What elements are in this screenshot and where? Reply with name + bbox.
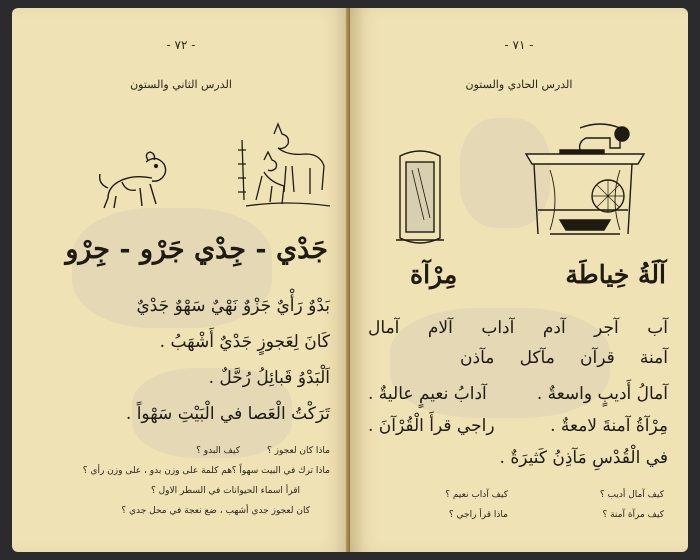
word: آجر [594, 318, 619, 338]
text-line-2 [368, 416, 668, 436]
word-row-2 [460, 348, 668, 368]
left-page [12, 8, 350, 552]
lesson-title: الدرس الحادي والستون [465, 78, 573, 91]
text-line-3: اَلْبَدْوُ قَبائِلُ رُحَّلٌ . [208, 368, 330, 388]
question: كيف آداب نعيم ؟ [445, 490, 508, 500]
word: قرآن [580, 348, 615, 368]
question: هم كلمة على وزن بدو ، على وزن رأي ؟ [82, 466, 232, 476]
sentence: راجي قرأَ الْقُرْآنَ . [368, 416, 495, 436]
question: كان لعجوز جدي أشهب ، ضع نعجة في محل جدي ؟ [121, 506, 310, 516]
page-number: - ٧١ - [504, 38, 534, 52]
goats-illustration [234, 120, 334, 212]
puppy-illustration [94, 148, 172, 212]
text-line-1: بَدْوٌ رَأْيٌ جَزْوٌ نَهْيٌ سَهْوٌ جَدْيٌ [136, 296, 330, 316]
question: كيف آمال أديب ؟ [599, 490, 664, 500]
word-row-1 [368, 318, 668, 338]
word: مآذن [460, 348, 495, 368]
word: آمنة [639, 348, 668, 368]
question: ماذا ترك في البيت سهواً ؟ [231, 466, 330, 476]
big-word-mirror: مِرْآة [410, 260, 458, 289]
text-line-2: كَانَ لِعَجوزٍ جَدْيٌ أَشْهَبُ . [159, 332, 330, 352]
page-number: - ٧٢ - [166, 38, 196, 52]
word: مآكل [519, 348, 555, 368]
sewing-machine-illustration [520, 120, 650, 246]
question: اقرأ اسماء الحيوانات في السطر الاول ؟ [150, 486, 300, 496]
question: ماذا كان لعجوز ؟ [267, 446, 330, 456]
open-book [12, 8, 688, 552]
word: آب [647, 318, 668, 338]
mirror-illustration [394, 148, 446, 248]
sentence: آدابُ نعيمٍ عاليةٌ . [368, 384, 487, 404]
sentence: آمالُ أَديبٍ واسعةٌ . [536, 384, 668, 404]
word: آداب [481, 318, 515, 338]
big-word-sewing-machine: آلَةُ خِياطَة [565, 260, 666, 289]
text-line-4: تَرَكْتُ الْعَصا في الْبَيْتِ سَهْواً . [125, 404, 330, 424]
big-words: جَدْي - جِدْي جَرْو - جِرْو [65, 234, 328, 265]
question: ماذا قرأ راجي ؟ [448, 510, 508, 520]
word: آدم [542, 318, 566, 338]
sentence: مِرْآةُ آمنةَ لامعةٌ . [550, 416, 668, 436]
lesson-title: الدرس الثاني والستون [130, 78, 232, 91]
word: آلام [427, 318, 453, 338]
text-line-1 [368, 384, 668, 404]
question: كيف مرآة آمنة ؟ [602, 510, 664, 520]
word: آمال [368, 318, 400, 338]
right-page [350, 8, 688, 552]
question: كيف البدو ؟ [196, 446, 240, 456]
text-line-3: في الْقُدْسِ مَآذِنُ كَثيرَةٌ . [499, 448, 668, 468]
